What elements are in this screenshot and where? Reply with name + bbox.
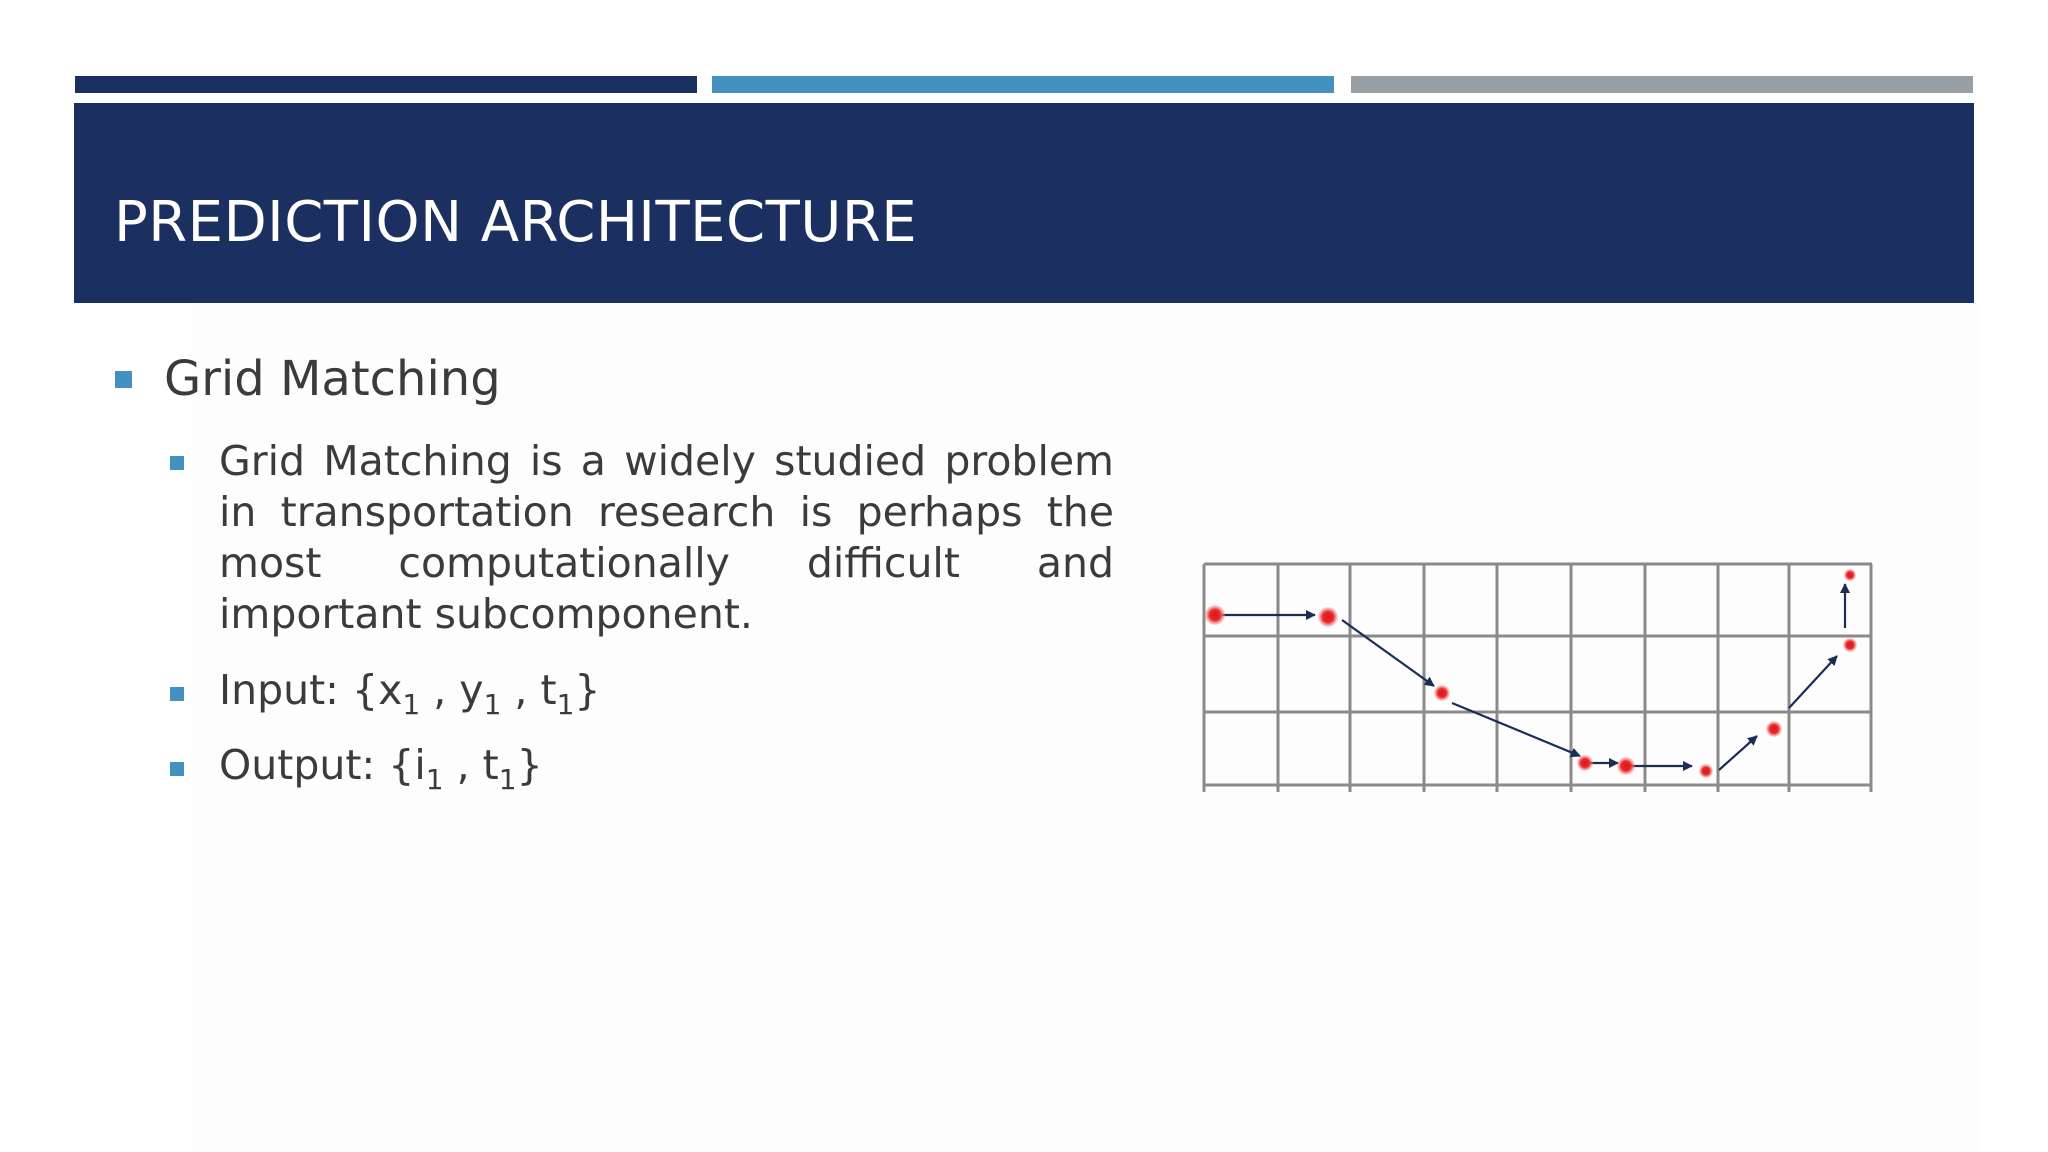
output-text: Output: {$i_1$ , $t_1$} [219,741,543,796]
grid-matching-figure [1200,560,1876,794]
accent-bar-navy [75,76,697,93]
slide-title: PREDICTION ARCHITECTURE [114,190,918,255]
gps-point [1205,605,1225,625]
title-band [74,103,1974,303]
gps-point [1844,569,1856,581]
gps-point [1318,607,1338,627]
gps-point [1843,638,1857,652]
grid-lines [1204,564,1872,792]
gps-point [1577,755,1593,771]
accent-bar-gray [1351,76,1973,93]
arrow [1342,620,1434,686]
sub-bullet-marker [170,687,184,701]
trajectory-arrows [1222,584,1845,770]
bullet-grid-matching [115,348,501,410]
input-text: Input: {$x_1$ , $y_1$ , $t_1$} [219,666,601,721]
gps-points [1205,569,1857,778]
gps-point [1699,764,1713,778]
sub-bullet-marker [170,456,184,470]
gps-point [1766,721,1782,737]
gps-point [1434,685,1450,701]
bullet-marker [115,371,132,388]
accent-bar-blue [712,76,1334,93]
description-text: Grid Matching is a widely studied problem in transportation research is perhaps the most computationally difficult and important subcomponent. [219,437,1114,638]
arrow [1719,736,1757,770]
sub-bullet-marker [170,762,184,776]
gps-point [1617,757,1635,775]
arrow [1789,656,1837,708]
bullet-label: Grid Matching [164,351,501,407]
